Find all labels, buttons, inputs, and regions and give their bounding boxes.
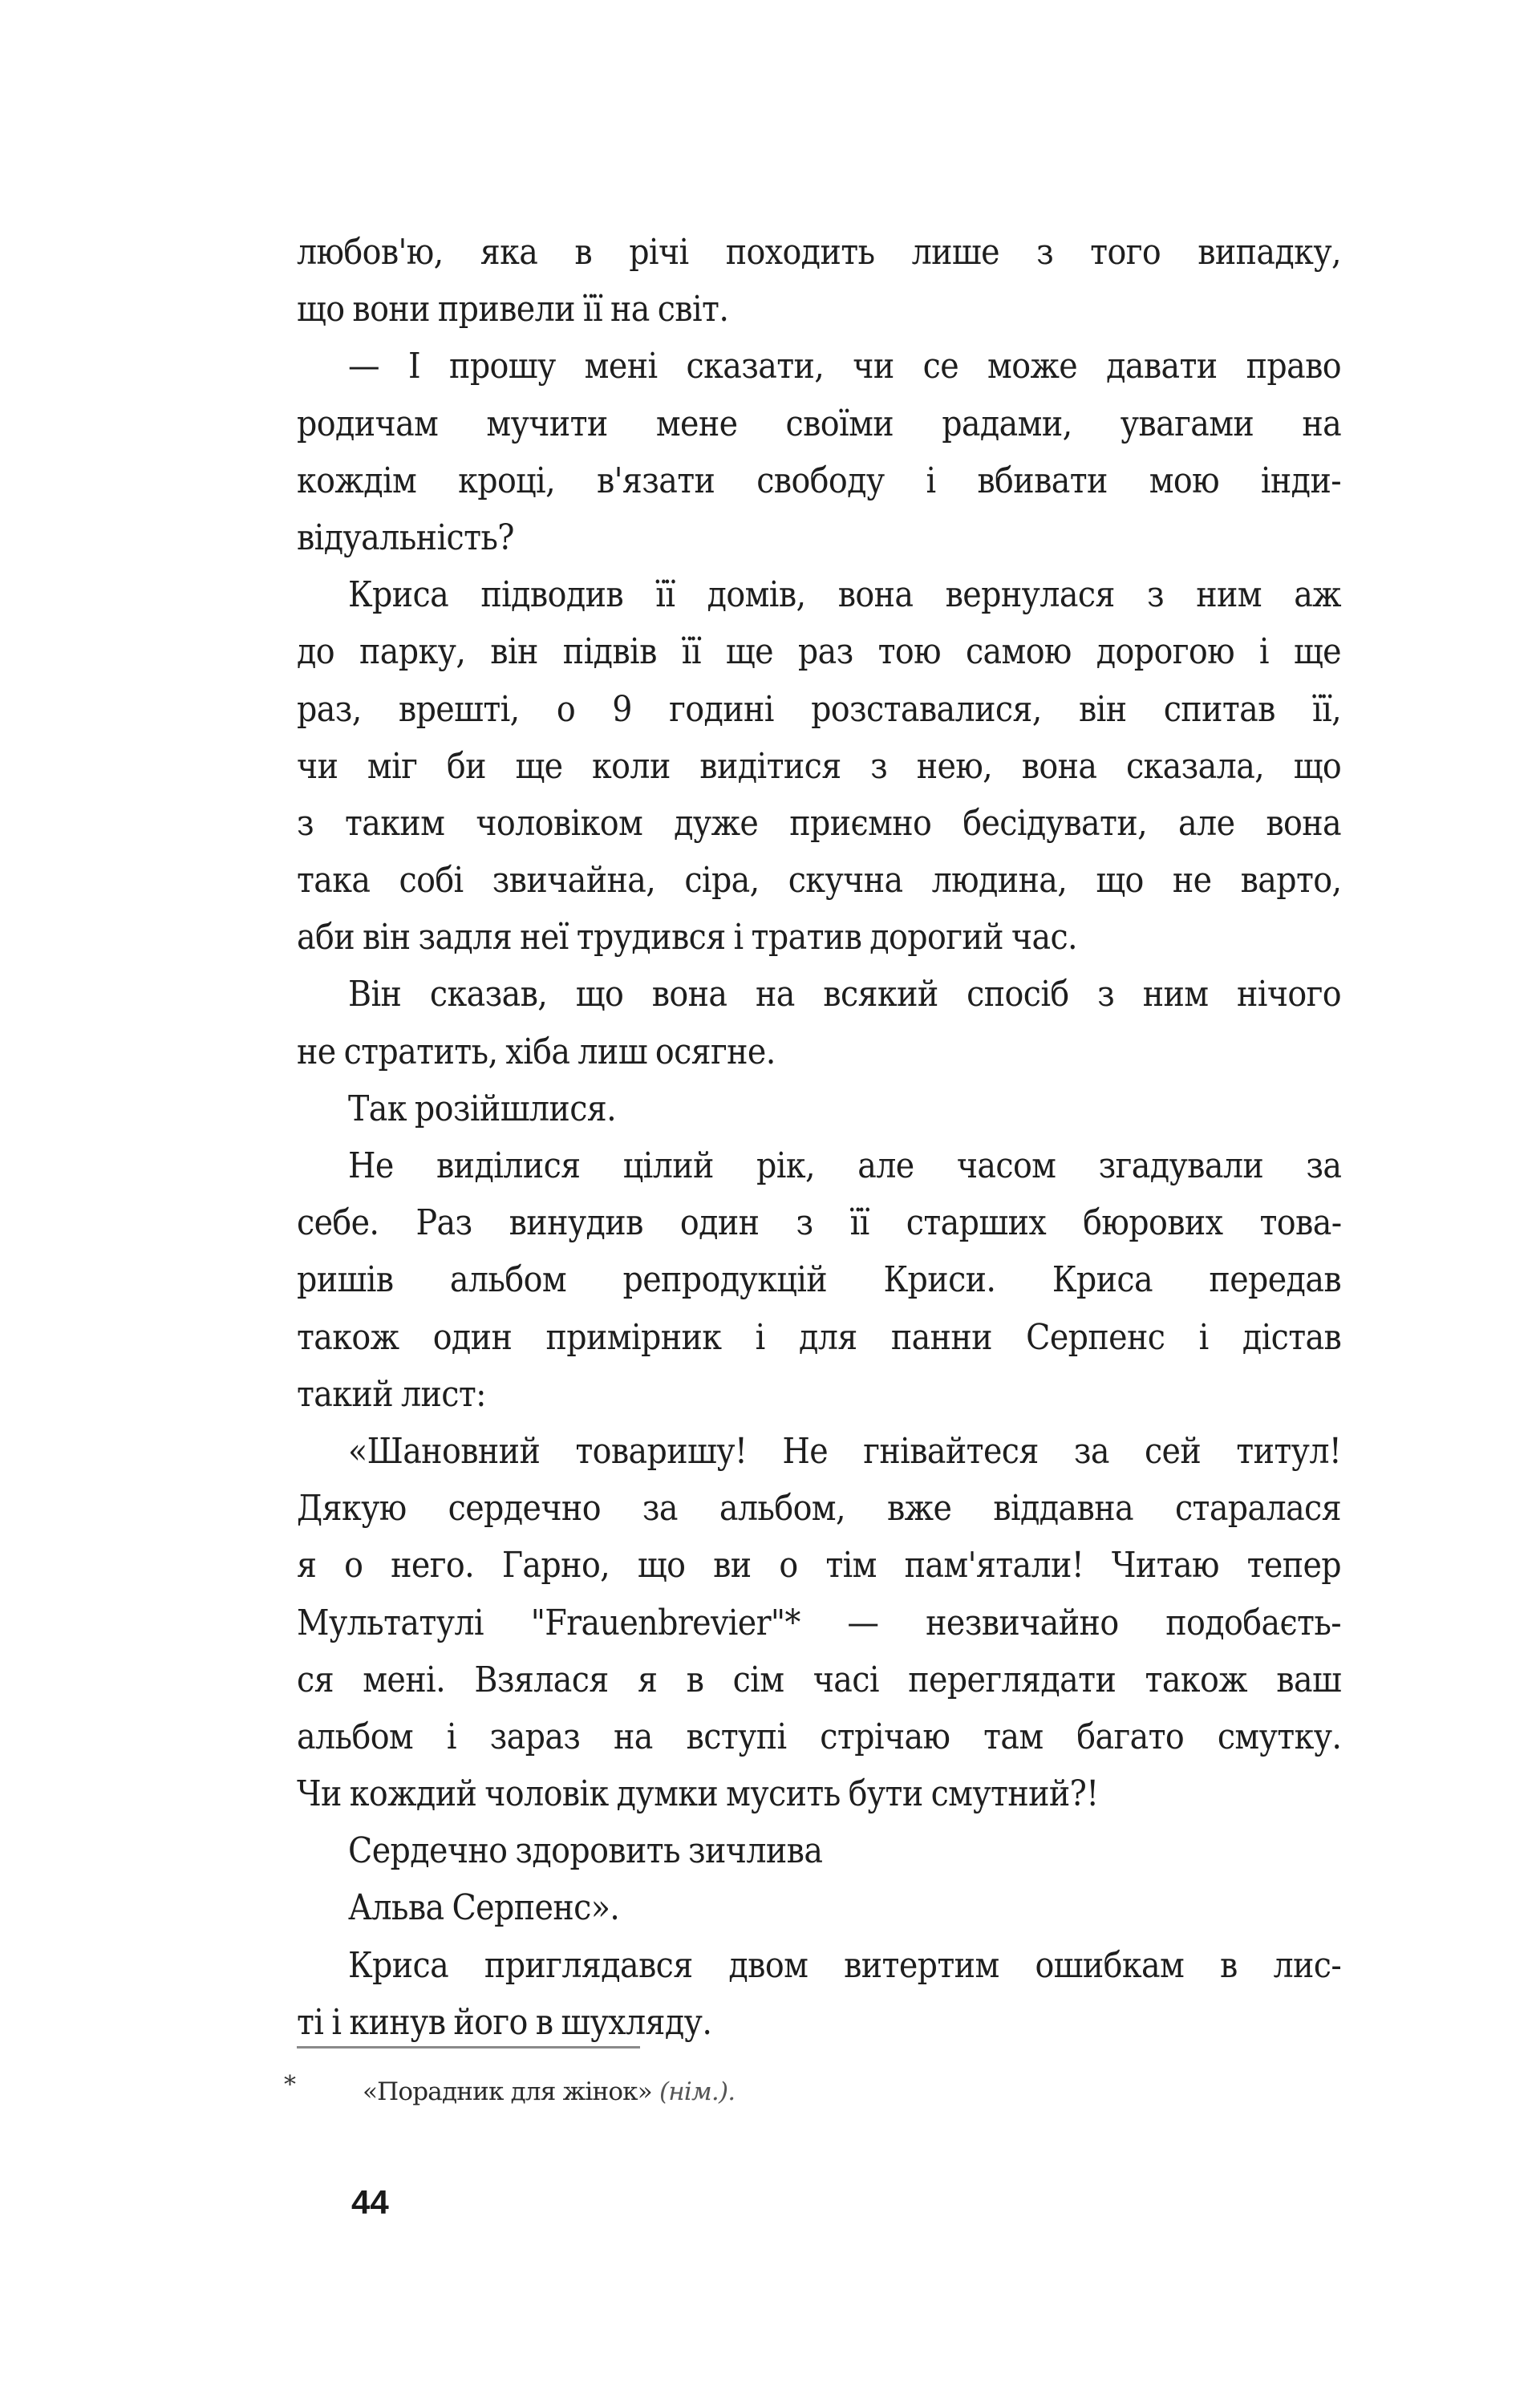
text-line: Альва Серпенс». — [348, 1887, 620, 1929]
footnote-language-note: (нім.). — [659, 2077, 736, 2106]
text-line: — І прошу мені сказати, чи се може давати право — [348, 346, 1341, 387]
text-line: чи міг би ще коли видітися з нею, вона сказала, що — [297, 745, 1342, 787]
text-line: Мультатулі "Frauenbrevier"* — незвичайно подобаєть- — [297, 1602, 1342, 1643]
text-line: кождім кроці, в'язати свободу і вбивати мою інди- — [297, 460, 1341, 501]
text-line: родичам мучити мене своїми радами, увагами на — [297, 403, 1342, 444]
text-line: Чи кождий чоловік думки мусить бути смутний?! — [297, 1773, 1099, 1815]
text-line: я о него. Гарно, що ви о тім пам'ятали! Читаю тепер — [297, 1545, 1342, 1587]
text-line: відуальність? — [297, 517, 514, 558]
body-text — [297, 224, 1341, 2051]
text-line: Він сказав, що вона на всякий спосіб з ним нічого — [348, 974, 1341, 1015]
text-line: що вони привели її на світ. — [297, 289, 729, 330]
text-line: Криса приглядався двом витертим ошибкам в лис- — [348, 1944, 1342, 1986]
footnote-asterisk: * — [284, 2071, 296, 2099]
page-number: 44 — [351, 2183, 389, 2221]
text-line: ся мені. Взялася я в сім часі переглядати також ваш — [297, 1659, 1342, 1700]
text-line: з таким чоловіком дуже приємно бесідувати, але вона — [297, 802, 1342, 844]
text-line: також один примірник і для панни Серпенс і дістав — [297, 1316, 1342, 1358]
text-line: Не виділися цілий рік, але часом згадували за — [348, 1145, 1342, 1186]
text-line: аби він задля неї трудився і тратив дорогий час. — [297, 917, 1078, 958]
text-line: Так розійшлися. — [348, 1088, 617, 1129]
text-line: такий лист: — [297, 1373, 486, 1415]
text-line: альбом і зараз на вступі стрічаю там багато смутку. — [297, 1716, 1342, 1757]
text-line: себе. Раз винудив один з її старших бюрових това- — [297, 1202, 1342, 1244]
footnote — [363, 2076, 735, 2108]
text-line: ришів альбом репродукцій Криси. Криса передав — [297, 1259, 1341, 1301]
text-line: ті і кинув його в шухляду. — [297, 2001, 712, 2043]
text-line: раз, врешті, о 9 годині розставалися, він спитав її, — [297, 688, 1342, 730]
footnote-divider — [297, 2046, 640, 2049]
text-line: така собі звичайна, сіра, скучна людина, що не варто, — [297, 860, 1342, 902]
text-line: до парку, він підвів її ще раз тою самою дорогою і ще — [297, 631, 1341, 673]
text-line: Криса підводив її домів, вона вернулася з ним аж — [348, 574, 1341, 616]
text-line: «Шановний товаришу! Не гнівайтеся за сей титул! — [348, 1430, 1342, 1472]
text-line: Дякую сердечно за альбом, вже віддавна старалася — [297, 1488, 1341, 1530]
text-line: не стратить, хіба лиш осягне. — [297, 1031, 776, 1072]
footnote-text: «Порадник для жінок» — [363, 2077, 652, 2106]
text-line: Сердечно здоровить зичлива — [348, 1830, 823, 1872]
text-line: любов'ю, яка в річі походить лише з того випадку, — [297, 232, 1341, 273]
